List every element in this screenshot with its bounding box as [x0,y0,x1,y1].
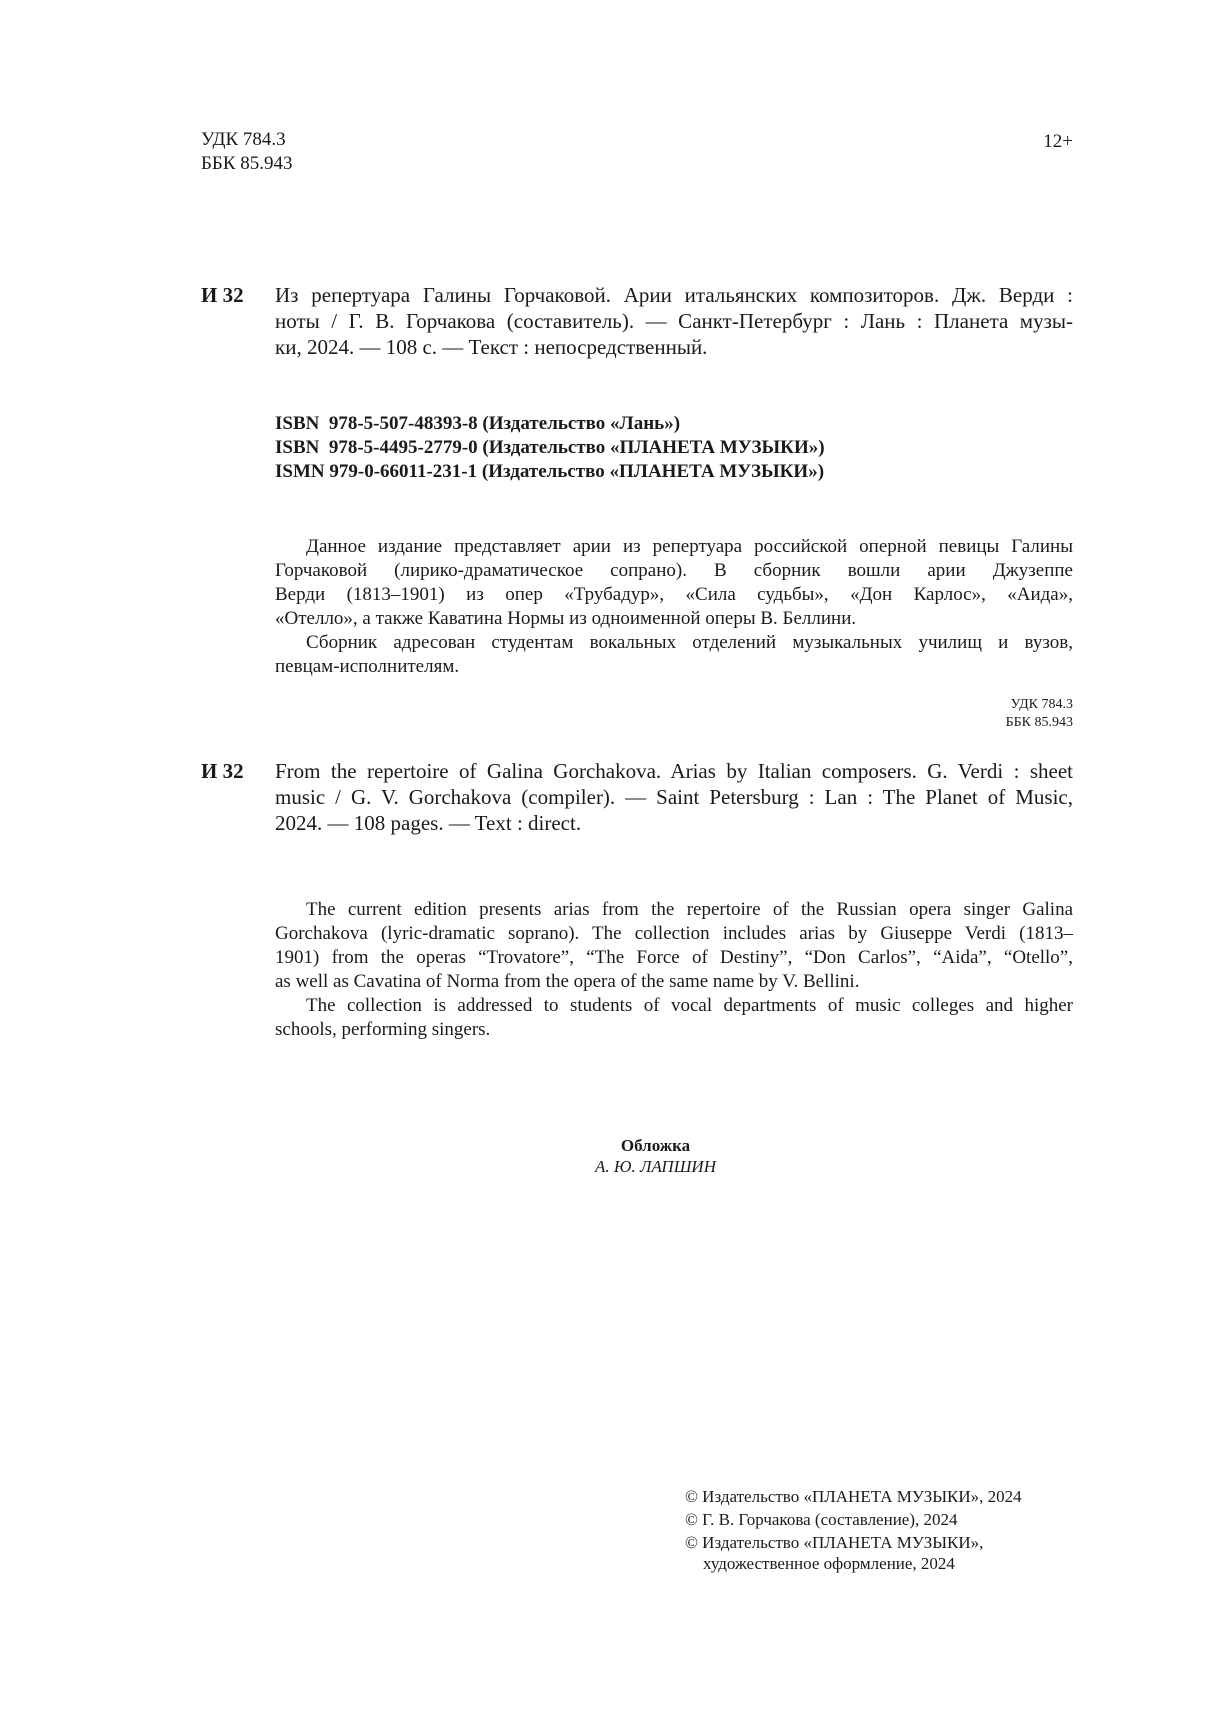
en-bibliographic-entry [275,758,1073,836]
ru-entry-line: ноты / Г. В. Горчакова (составитель). — Санкт-Петербург : Лань : Планета музы- [275,309,1073,333]
bbk-code: ББК 85.943 [201,153,293,174]
ru-abstract-line: Сборник адресован студентам вокальных отделений музыкальных училищ и вузов, [306,632,1073,653]
ismn-line: ISMN 979-0-66011-231-1 (Издательство «ПЛАНЕТА МУЗЫКИ») [275,461,825,482]
en-abstract-line: The collection is addressed to students of vocal departments of music colleges and higher [306,995,1073,1016]
copyright-line: художественное оформление, 2024 [703,1554,955,1573]
en-entry-line: From the repertoire of Galina Gorchakova. Arias by Italian composers. G. Verdi : sheet [275,759,1073,783]
cover-artist: А. Ю. ЛАПШИН [595,1157,716,1176]
ru-bibliographic-entry [275,282,1073,360]
en-abstract-line: Gorchakova (lyric-dramatic soprano). The collection includes arias by Giuseppe Verdi (1813– [275,923,1073,944]
ru-abstract-line: Горчаковой (лирико-драматическое сопрано). В сборник вошли арии Джузеппе [275,560,1073,581]
cover-credit [0,1135,1211,1177]
copyright-line: © Г. В. Горчакова (составление), 2024 [685,1510,958,1529]
en-abstract-line: as well as Cavatina of Norma from the opera of the same name by V. Bellini. [275,971,860,992]
copyright-line: © Издательство «ПЛАНЕТА МУЗЫКИ», 2024 [685,1487,1022,1506]
udk-code-small: УДК 784.3 [1010,697,1073,712]
isbn-block [275,412,825,484]
isbn-line: ISBN 978-5-4495-2779-0 (Издательство «ПЛАНЕТА МУЗЫКИ») [275,437,825,458]
ru-entry-line: ки, 2024. — 108 с. — Текст : непосредственный. [275,335,708,359]
ru-abstract-line: «Отелло», а также Каватина Нормы из одноименной оперы В. Беллини. [275,608,857,629]
en-entry-line: 2024. — 108 pages. — Text : direct. [275,811,582,835]
en-entry-line: music / G. V. Gorchakova (compiler). — Saint Petersburg : Lan : The Planet of Music, [275,785,1073,809]
copyright-line: © Издательство «ПЛАНЕТА МУЗЫКИ», [685,1533,984,1552]
header-codes [201,128,293,176]
ru-entry-line: Из репертуара Галины Горчаковой. Арии итальянских композиторов. Дж. Верди : [275,283,1073,307]
ru-abstract-line: Верди (1813–1901) из опер «Трубадур», «Сила судьбы», «Дон Карлос», «Аида», [275,584,1073,605]
bbk-code-small: ББК 85.943 [1005,715,1073,730]
isbn-line: ISBN 978-5-507-48393-8 (Издательство «Лань») [275,413,681,434]
ru-abstract-line: Данное издание представляет арии из репертуара российской оперной певицы Галины [306,536,1073,557]
right-codes [1006,696,1073,732]
ru-author-code: И 32 [201,283,244,307]
en-author-code: И 32 [201,759,244,783]
udk-code: УДК 784.3 [201,129,286,150]
ru-abstract [275,535,1073,679]
copyright-block [685,1486,1022,1574]
en-abstract-line: schools, performing singers. [275,1019,491,1040]
cover-label: Обложка [620,1136,691,1155]
ru-abstract-line: певцам-исполнителям. [275,656,460,677]
en-abstract [275,898,1073,1042]
age-rating: 12+ [1043,131,1073,152]
en-abstract-line: 1901) from the operas “Trovatore”, “The Force of Destiny”, “Don Carlos”, “Aida”, “Otello”, [275,947,1073,968]
en-abstract-line: The current edition presents arias from the repertoire of the Russian opera singer Galina [306,899,1073,920]
